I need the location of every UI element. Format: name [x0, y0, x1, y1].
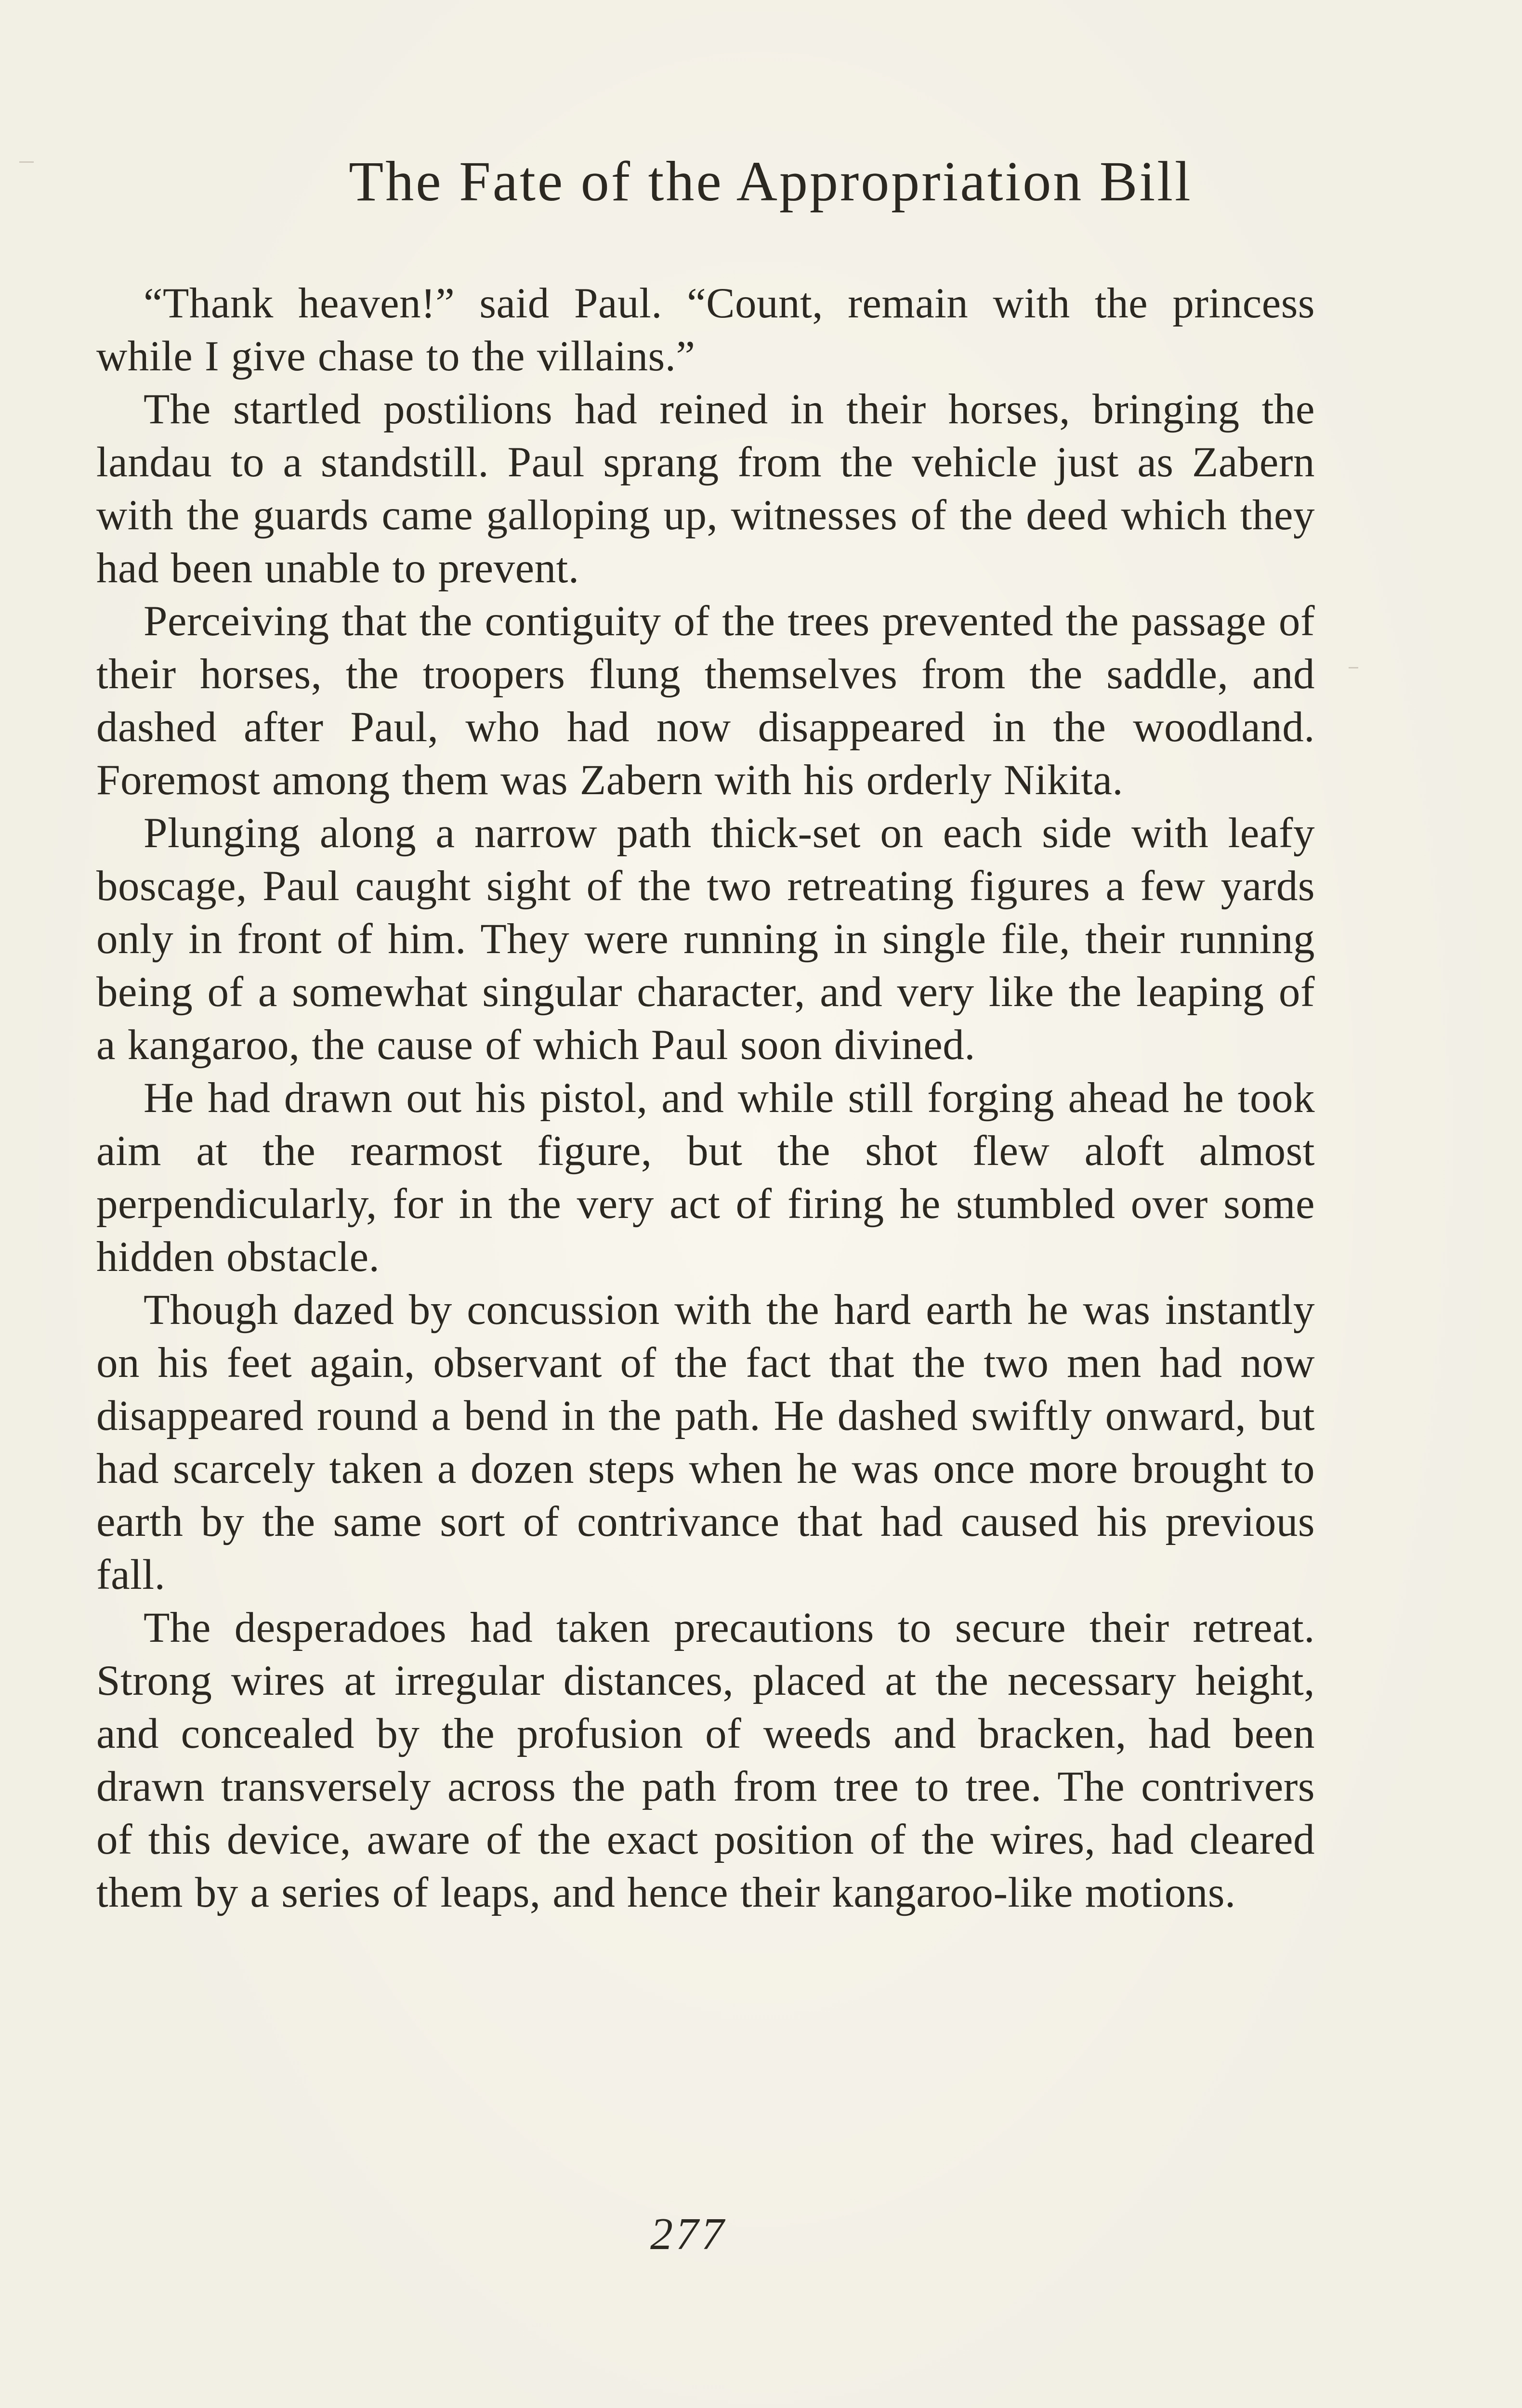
paragraph: “Thank heaven!” said Paul. “Count, remain with the princess while I give chase to the villains.”	[96, 280, 1315, 380]
paragraph: The startled postilions had reined in their horses, bringing the landau to a standstill. Paul sprang from the vehicle just as Zabern with the guards came galloping up, witnesses of the deed which they had been unable to prevent.	[96, 386, 1315, 592]
page-number: 277	[650, 2209, 727, 2259]
paragraph: He had drawn out his pistol, and while still forging ahead he took aim at the rearmost figure, but the shot flew aloft almost perpendicularly, for in the very act of firing he stumbled over some hidden obstacle.	[96, 1074, 1315, 1281]
paper-speck	[19, 161, 34, 163]
paragraph: Though dazed by concussion with the hard earth he was instantly on his feet again, observant of the fact that the two men had now disappeared round a bend in the path. He dashed swiftly onward, but had scarcely taken a dozen steps when he was once more brought to earth by the same sort of contrivance that had caused his previous fall.	[96, 1286, 1315, 1598]
paragraph: Perceiving that the contiguity of the trees prevented the passage of their horses, the troopers flung themselves from the saddle, and dashed after Paul, who had now disappeared in the woodland. Foremost among them was Zabern with his orderly Nikita.	[96, 598, 1315, 804]
paragraph: The desperadoes had taken precautions to secure their retreat. Strong wires at irregular distances, placed at the necessary height, and concealed by the profusion of weeds and bracken, had been drawn transversely across the path from tree to tree. The contrivers of this device, aware of the exact position of the wires, had cleared them by a series of leaps, and hence their kangaroo-like motions.	[96, 1604, 1315, 1916]
running-head: The Fate of the Appropriation Bill	[349, 150, 1193, 213]
paper-speck	[1349, 667, 1358, 668]
body-text	[96, 277, 1315, 1919]
paragraph: Plunging along a narrow path thick-set on each side with leafy boscage, Paul caught sight of the two retreating figures a few yards only in front of him. They were running in single file, their running being of a somewhat singular character, and very like the leaping of a kangaroo, the cause of which Paul soon divined.	[96, 810, 1315, 1069]
